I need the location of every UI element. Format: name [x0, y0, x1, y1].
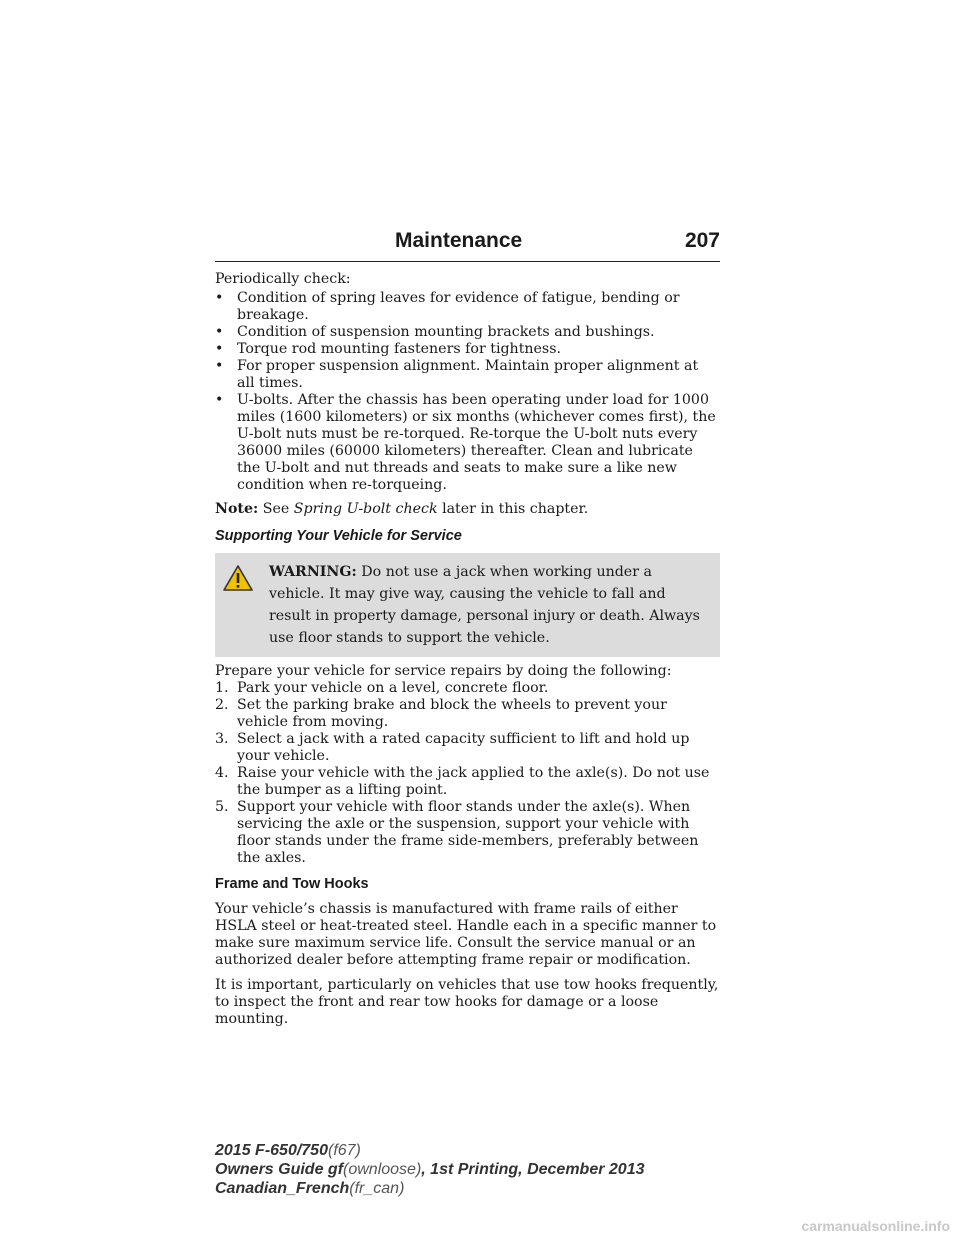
page-number: 207	[684, 229, 720, 252]
warning-text: WARNING: Do not use a jack when working under a vehicle. It may give way, causing the vehicle to fall and result in property damage, personal injury or death. Always use floor stands to support the vehicle.	[269, 564, 700, 646]
warning-box	[215, 553, 720, 657]
footer-line-locale: Canadian_French(fr_can)	[215, 1180, 405, 1197]
list-item: 3. Select a jack with a rated capacity sufficient to lift and hold up your vehicle.	[215, 731, 690, 764]
list-item: 4. Raise your vehicle with the jack applied to the axle(s). Do not use the bumper as a lifting point.	[215, 765, 710, 798]
footer-line-model: 2015 F-650/750(f67)	[215, 1142, 361, 1159]
bullet-icon: •	[215, 358, 224, 374]
list-item: • Condition of spring leaves for evidence of fatigue, bending or breakage.	[215, 290, 680, 323]
page-header	[215, 227, 720, 262]
warning-triangle-icon	[223, 565, 253, 591]
list-item: • Torque rod mounting fasteners for tightness.	[215, 341, 562, 357]
bullet-icon: •	[215, 324, 224, 340]
tow-hooks-paragraph: It is important, particularly on vehicles that use tow hooks frequently, to inspect the front and rear tow hooks for damage or a loose mounting.	[215, 977, 719, 1027]
bullet-icon: •	[215, 392, 224, 408]
section-title: Maintenance	[395, 229, 523, 252]
watermark: carmanualsonline.info	[801, 1218, 950, 1234]
cross-reference: Spring U-bolt check	[293, 501, 438, 517]
frame-paragraph: Your vehicle’s chassis is manufactured with frame rails of either HSLA steel or heat-treated steel. Handle each in a specific manner to make sure maximum service life. Consult the service manual or an authorized dealer before attempting frame repair or modification.	[215, 901, 717, 968]
bullet-icon: •	[215, 290, 224, 306]
prepare-intro: Prepare your vehicle for service repairs by doing the following:	[215, 663, 672, 679]
page-body	[215, 271, 720, 1028]
note-paragraph: Note: See Spring U-bolt check later in this chapter.	[215, 501, 589, 517]
list-item: 2. Set the parking brake and block the wheels to prevent your vehicle from moving.	[215, 697, 667, 730]
warning-label: WARNING:	[269, 564, 357, 580]
list-item: 1. Park your vehicle on a level, concrete floor.	[215, 680, 549, 696]
note-label: Note:	[215, 501, 259, 517]
step-list	[215, 680, 720, 867]
document-footer	[215, 1141, 775, 1198]
check-list	[215, 290, 720, 494]
heading-frame-tow-hooks: Frame and Tow Hooks	[215, 876, 369, 892]
heading-supporting-vehicle: Supporting Your Vehicle for Service	[215, 528, 462, 544]
list-item: • U-bolts. After the chassis has been operating under load for 1000 miles (1600 kilometers) or six months (whichever comes first), the U-bolt nuts must be re-torqued. Re-torque the U-bolt nuts every 36000 miles (60000 kilometers) thereafter. Clean and lubricate the U-bolt and nut threads and seats to make sure a like new condition when re-torqueing.	[215, 392, 716, 493]
footer-line-guide: Owners Guide gf(ownloose), 1st Printing, December 2013	[215, 1161, 645, 1178]
list-item: • For proper suspension alignment. Maintain proper alignment at all times.	[215, 358, 699, 391]
list-item: • Condition of suspension mounting brackets and bushings.	[215, 324, 655, 340]
bullet-icon: •	[215, 341, 224, 357]
intro-text: Periodically check:	[215, 271, 351, 287]
list-item: 5. Support your vehicle with floor stands under the axle(s). When servicing the axle or the suspension, support your vehicle with floor stands under the frame side-members, preferably between the axles.	[215, 799, 699, 866]
